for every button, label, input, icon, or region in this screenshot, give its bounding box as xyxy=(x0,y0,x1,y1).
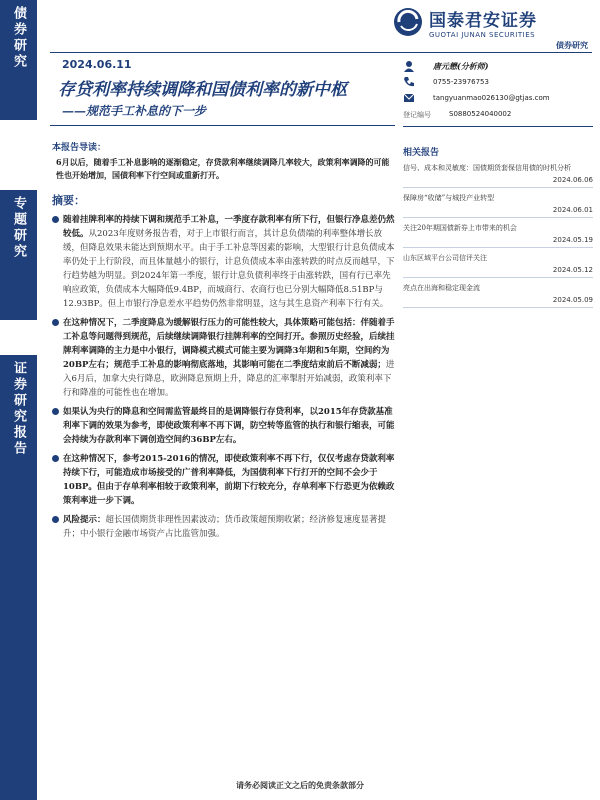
sidebar-label-bond-research xyxy=(0,0,37,120)
related-report-title[interactable]: 亮点在出海和稳定现金流 xyxy=(403,284,480,292)
bullet-icon xyxy=(52,408,59,415)
abstract-bullet xyxy=(52,405,395,447)
phone-icon xyxy=(403,76,415,88)
related-reports-heading: 相关报告 xyxy=(403,148,440,158)
risk-warning-text: 超长国债期货非理性因素波动；货币政策超预期收紧；经济修复速度显著提升；中小银行金融市场资产占比监管加强。 xyxy=(63,515,387,539)
related-report-title[interactable]: 关注20年期国债新券上市带来的机会 xyxy=(403,224,517,232)
related-report-date: 2024.05.12 xyxy=(552,266,593,274)
analyst-email[interactable]: tangyuanmao026130@gtjas.com xyxy=(433,94,550,102)
related-divider xyxy=(403,187,593,188)
sidebar-label-special-research xyxy=(0,190,37,320)
related-report-title[interactable]: 保障房“收储”与城投产业转型 xyxy=(403,194,495,202)
related-report-date: 2024.06.01 xyxy=(552,206,593,214)
registration-row xyxy=(403,110,593,120)
bullet-bold-text: 在这种情况下，二季度降息为缓解银行压力的可能性较大，具体策略可能包括：伴随着手工补息等问题得到规范，后续继续调降银行挂牌利率的空间打开。参照历史经验，后续挂牌利率调降的主力是中小银行，调降模式模式可能主要为调降3年期和5年期，空间约为20BP左右；规范手工补息的影响彻底落地，其影响可能在二季度结束前后不断减弱； xyxy=(63,318,395,370)
abstract-bullet xyxy=(52,452,395,508)
sidebar-text-top: 债券研究 xyxy=(11,6,26,70)
registration-number: S0880524040002 xyxy=(449,110,512,118)
email-icon xyxy=(403,92,415,104)
bullet-icon xyxy=(52,319,59,326)
right-column xyxy=(403,58,593,308)
phone-row xyxy=(403,74,593,90)
risk-warning-bullet xyxy=(52,513,395,541)
bullet-icon xyxy=(52,516,59,523)
analyst-row xyxy=(403,58,593,74)
bullet-icon xyxy=(52,216,59,223)
logo-chinese-name: 国泰君安证券 xyxy=(429,10,537,31)
related-divider xyxy=(403,277,593,278)
analyst-phone: 0755-23976753 xyxy=(433,78,489,86)
company-logo xyxy=(393,4,593,40)
risk-warning-label: 风险提示： xyxy=(63,515,106,525)
related-report-item[interactable] xyxy=(403,193,593,218)
bullet-normal-text: 从2023年度财务报告看，对于上市银行而言，其计息负债端的利率整体增长放缓，但降息效果未能达到预期水平。由于手工补息等因素的影响，大型银行计息负债成本率仍处于上行阶段，而且体量越小的银行，计息负债成本率由涨转跌的时点反而越早，下行趋势越为明显。到2024年第一季度，银行计息负债利率终于由涨转跌，国有行已率先响应政策，负债成本大幅降低9.4BP，而城商行、农商行也已分别大幅降低8.51BP与12.93BP。但上市银行净息差水平趋势仍然非常明显，这与其生息资产利率下行有关。 xyxy=(63,229,395,309)
abstract-bullet xyxy=(52,316,395,400)
logo-english-name: GUOTAI JUNAN SECURITIES xyxy=(429,30,536,39)
related-report-title[interactable]: 山东区域平台公司信评关注 xyxy=(403,254,487,262)
abstract-bullet xyxy=(52,213,395,311)
title-divider xyxy=(50,125,395,126)
related-report-item[interactable] xyxy=(403,253,593,278)
related-report-date: 2024.06.06 xyxy=(552,176,593,184)
header-divider xyxy=(50,52,592,53)
bullet-normal-text: 进入6月后，加拿大央行降息，欧洲降息预期上升，降息的汇率掣肘开始减弱，政策利率下行和降准的可能性也在增加。 xyxy=(63,360,395,398)
related-report-item[interactable] xyxy=(403,163,593,188)
contact-divider xyxy=(403,126,593,127)
main-content xyxy=(52,140,395,541)
related-report-date: 2024.05.09 xyxy=(552,296,593,304)
report-date: 2024.06.11 xyxy=(62,58,132,71)
person-icon xyxy=(403,60,415,72)
report-title: 存贷利率持续调降和国债利率的新中枢 xyxy=(58,80,347,100)
disclaimer-footer: 请务必阅读正文之后的免责条款部分 xyxy=(236,780,364,790)
sidebar-text-middle: 专题研究 xyxy=(11,196,26,260)
related-divider xyxy=(403,247,593,248)
analyst-name: 唐元懋(分析师) xyxy=(433,60,489,71)
email-row xyxy=(403,90,593,106)
sidebar-label-securities-report xyxy=(0,355,37,800)
abstract-heading: 摘要： xyxy=(52,194,85,207)
report-subtitle: ——规范手工补息的下一步 xyxy=(62,104,207,118)
registration-label: 登记编号 xyxy=(403,111,431,119)
document-type: 债券研究 xyxy=(556,41,588,50)
logo-emblem-icon xyxy=(393,7,423,37)
related-divider xyxy=(403,307,593,308)
bullet-icon xyxy=(52,455,59,462)
related-report-title[interactable]: 信号、成本和灵敏度：国债期货套保信用债的时机分析 xyxy=(403,164,571,172)
bullet-bold-text: 随着挂牌利率的持续下调和规范手工补息，一季度存款利率有所下行，但银行净息差仍然较低。 xyxy=(63,215,395,239)
intro-heading: 本报告导读： xyxy=(52,143,107,153)
related-report-item[interactable] xyxy=(403,223,593,248)
sidebar-text-bottom: 证券研究报告 xyxy=(11,361,26,457)
related-divider xyxy=(403,217,593,218)
related-report-item[interactable] xyxy=(403,283,593,308)
intro-text: 6月以后，随着手工补息影响的逐渐稳定，存贷款利率继续调降几率较大，政策利率调降的可能性也开始增加，国债利率下行空间或重新打开。 xyxy=(56,157,390,180)
bullet-bold-text: 如果认为央行的降息和空间需监管最终目的是调降银行存贷利率，以2015年存贷款基准利率下调的效果为参考，即使政策利率不再下调，防空转等监管的执行和银行缩表，可能会持续为存款利率下调创造空间约36BP左右。 xyxy=(63,407,395,445)
sidebar xyxy=(0,0,37,800)
related-report-date: 2024.05.19 xyxy=(552,236,593,244)
bullet-bold-text: 在这种情况下，参考2015-2016的情况，即使政策利率不再下行，仅仅考虑存贷款利率持续下行，可能造成市场接受的广普利率降低，为国债利率下行打开的空间不会少于10BP。但由于存单利率相较于政策利率，前期下行较充分，存单利率下行恐更为依赖政策利率进一步下调。 xyxy=(63,454,395,506)
